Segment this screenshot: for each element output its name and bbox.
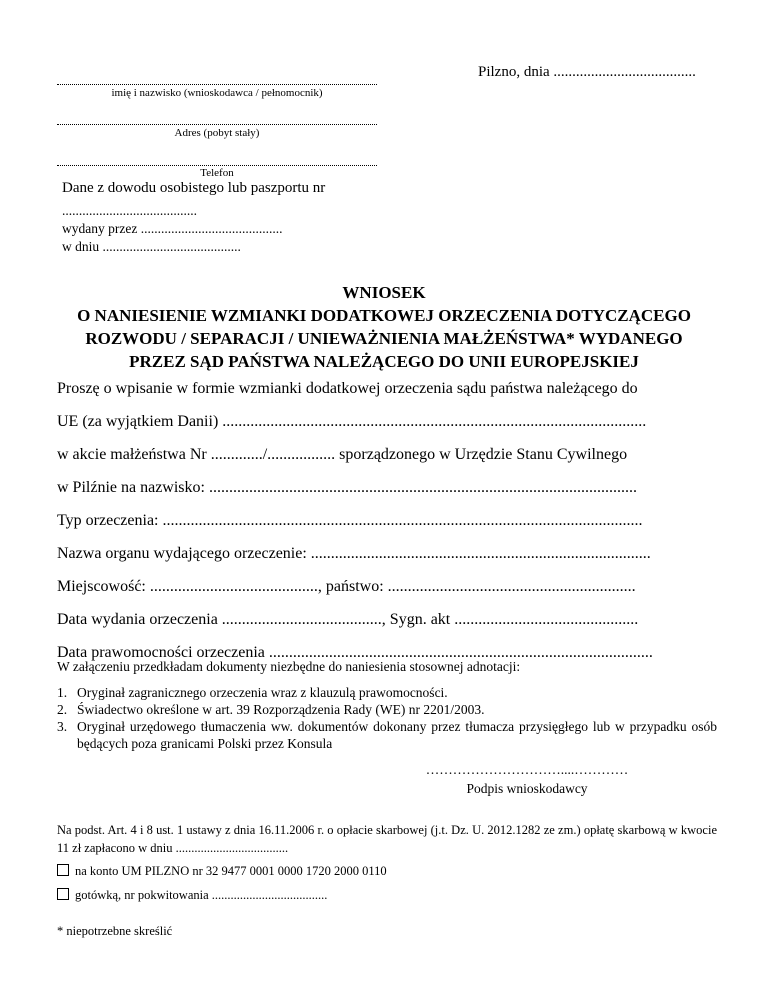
attachments-intro: W załączeniu przedkładam dokumenty niezbędne do naniesienia stosownej adnotacji: (57, 659, 521, 674)
fee-statement: Na podst. Art. 4 i 8 ust. 1 ustawy z dnia 16.11.2006 r. o opłacie skarbowej (j.t. Dz. U. 2012.1282 ze zm.) opłatę skarbową w kwocie 11 zł zapłacono w dniu .................................... (57, 823, 717, 855)
fee-option-bank-label: na konto UM PILZNO nr 32 9477 0001 0000 1720 2000 0110 (75, 864, 387, 878)
fee-option-cash[interactable] (57, 888, 327, 903)
id-document-number: ........................................ (62, 203, 197, 218)
checkbox-icon[interactable] (57, 864, 69, 876)
signature-caption: Podpis wnioskodawcy (466, 781, 588, 796)
body-line-7: Miejscowość: .........................................., państwo: .............................................................. (57, 578, 636, 595)
page-title (30, 281, 738, 373)
attachment-text: Świadectwo określone w art. 39 Rozporządzenia Rady (WE) nr 2201/2003. (77, 702, 485, 717)
id-issued-by: wydany przez .......................................... (62, 221, 283, 236)
id-document-label: Dane z dowodu osobistego lub paszportu nr (62, 180, 326, 196)
body-line-9: Data prawomocności orzeczenia ................................................................................................ (57, 644, 653, 661)
title-line-4: PRZEZ SĄD PAŃSTWA NALEŻĄCEGO DO UNII EUROPEJSKIEJ (129, 352, 639, 371)
body-line-2: UE (za wyjątkiem Danii) .......................................................................................................... (57, 413, 647, 430)
attachment-text: Oryginał urzędowego tłumaczenia ww. dokumentów dokonany przez tłumacza przysięgłego lub w przypadku osób będących poza granicami Polski przez Konsula (77, 719, 717, 751)
attachment-item-1 (57, 684, 717, 701)
fee-option-bank-transfer[interactable] (57, 864, 387, 879)
attachment-text: Oryginał zagranicznego orzeczenia wraz z klauzulą prawomocności. (77, 685, 448, 700)
name-caption: imię i nazwisko (wnioskodawca / pełnomocnik) (111, 87, 323, 99)
title-line-2: O NANIESIENIE WZMIANKI DODATKOWEJ ORZECZENIA DOTYCZĄCEGO (77, 306, 691, 325)
body-line-6: Nazwa organu wydającego orzeczenie: ..................................................................................... (57, 545, 651, 562)
phone-dotted-line (57, 165, 377, 166)
body-line-3: w akcie małżeństwa Nr ............./................. sporządzonego w Urzędzie Stanu Cywilnego (57, 446, 628, 463)
place-date-field: Pilzno, dnia ...................................... (478, 64, 696, 80)
attachment-item-2 (57, 701, 717, 718)
address-dotted-line (57, 124, 377, 125)
body-line-8: Data wydania orzeczenia ........................................, Sygn. akt .............................................. (57, 611, 639, 628)
body-line-5: Typ orzeczenia: ........................................................................................................................ (57, 512, 643, 529)
name-dotted-line (57, 84, 377, 85)
title-line-3: ROZWODU / SEPARACJI / UNIEWAŻNIENIA MAŁŻEŃSTWA* WYDANEGO (85, 329, 683, 348)
attachment-number: 2. (57, 702, 68, 717)
body-line-1: Proszę o wpisanie w formie wzmianki dodatkowej orzeczenia sądu państwa należącego do (57, 380, 638, 397)
footnote: * niepotrzebne skreślić (57, 924, 173, 938)
title-line-1: WNIOSEK (342, 283, 426, 302)
id-issued-date: w dniu ......................................... (62, 239, 241, 254)
address-caption: Adres (pobyt stały) (174, 127, 260, 139)
phone-caption: Telefon (200, 167, 234, 179)
attachment-number: 3. (57, 719, 68, 734)
attachment-number: 1. (57, 685, 68, 700)
fee-option-cash-label: gotówką, nr pokwitowania ..................................... (75, 888, 328, 902)
checkbox-icon[interactable] (57, 888, 69, 900)
body-line-4: w Pilźnie na nazwisko: ........................................................................................................... (57, 479, 637, 496)
attachment-item-3 (57, 718, 717, 752)
signature-dots: …………………………....………… (425, 762, 629, 777)
